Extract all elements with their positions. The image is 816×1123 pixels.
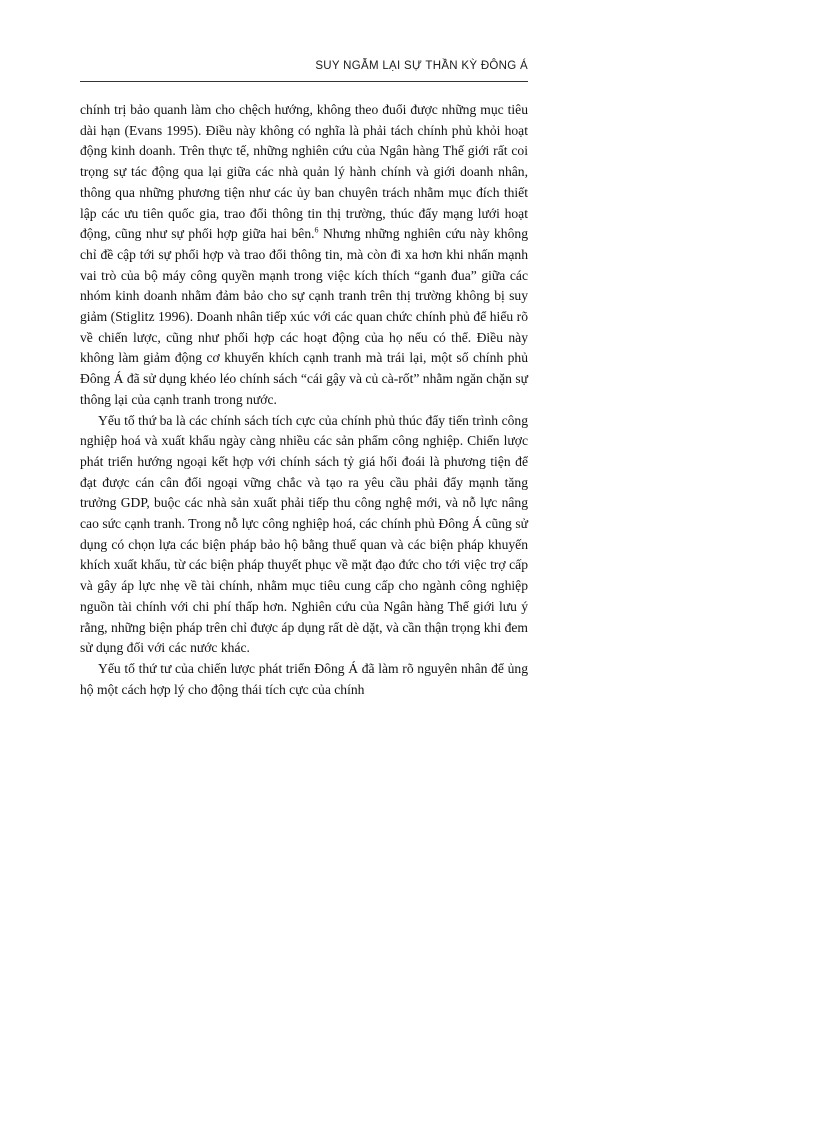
running-header: SUY NGẪM LẠI SỰ THẦN KỲ ĐÔNG Á <box>315 60 528 72</box>
body-text <box>80 100 528 700</box>
paragraph-1-text: chính trị bảo quanh làm cho chệch hướng, không theo đuổi được những mục tiêu dài hạn (Evans 1995). Điều này không có nghĩa là phải tách chính phủ khỏi hoạt động kinh doanh. Trên thực tế, những nghiên cứu của Ngân hàng Thế giới rất coi trọng sự tác động qua lại giữa các nhà quản lý hành chính và giới doanh nhân, thông qua những phương tiện như các ủy ban chuyên trách nhằm mục đích thiết lập các ưu tiên quốc gia, trao đổi thông tin thị trường, thúc đẩy mạng lưới hoạt động, cũng như sự phối hợp giữa hai bên. <box>80 102 528 242</box>
header-rule <box>80 81 528 82</box>
footnote-marker: 6 <box>314 225 319 235</box>
paragraph: Yếu tố thứ ba là các chính sách tích cực của chính phủ thúc đẩy tiến trình công nghiệp hoá và xuất khẩu ngày càng nhiều các sản phẩm công nghiệp. Chiến lược phát triển hướng ngoại kết hợp với chính sách tỷ giá hối đoái là phương tiện để đạt được cán cân đối ngoại vững chắc và tạo ra yêu cầu phải đẩy mạnh tăng trưởng GDP, buộc các nhà sản xuất phải tiếp thu công nghệ mới, và nỗ lực nâng cao sức cạnh tranh. Trong nỗ lực công nghiệp hoá, các chính phủ Đông Á cũng sử dụng có chọn lựa các biện pháp bảo hộ bằng thuế quan và các biện pháp khuyến khích xuất khẩu, từ các biện pháp thuyết phục về mặt đạo đức cho tới việc trợ cấp và gây áp lực nhẹ về tài chính, nhằm mục tiêu cung cấp cho ngành công nghiệp nguồn tài chính với chi phí thấp hơn. Nghiên cứu của Ngân hàng Thế giới lưu ý rằng, những biện pháp trên chỉ được áp dụng rất dè dặt, và cần thận trọng khi đem sử dụng đối với các nước khác. <box>80 412 528 656</box>
paragraph: Yếu tố thứ tư của chiến lược phát triển Đông Á đã làm rõ nguyên nhân để ủng hộ một cách hợp lý cho động thái tích cực của chính <box>80 660 528 697</box>
paragraph <box>80 100 528 411</box>
paragraph-1-tail: Nhưng những nghiên cứu này không chỉ đề cập tới sự phối hợp và trao đổi thông tin, mà còn đi xa hơn khi nhấn mạnh vai trò của bộ máy công quyền mạnh trong việc kích thích “ganh đua” giữa các nhóm kinh doanh nhằm đảm bảo cho sự cạnh tranh trên thị trường không bị suy giảm (Stiglitz 1996). Doanh nhân tiếp xúc với các quan chức chính phủ để hiểu rõ về chiến lược, cũng như phối hợp các hoạt động của họ nếu có thể. Điều này không làm giảm động cơ khuyến khích cạnh tranh mà trái lại, một số chính phủ Đông Á đã sử dụng khéo léo chính sách “cái gậy và củ cà-rốt” nhằm ngăn chặn sự thông lại của cạnh tranh trong nước. <box>80 226 528 407</box>
